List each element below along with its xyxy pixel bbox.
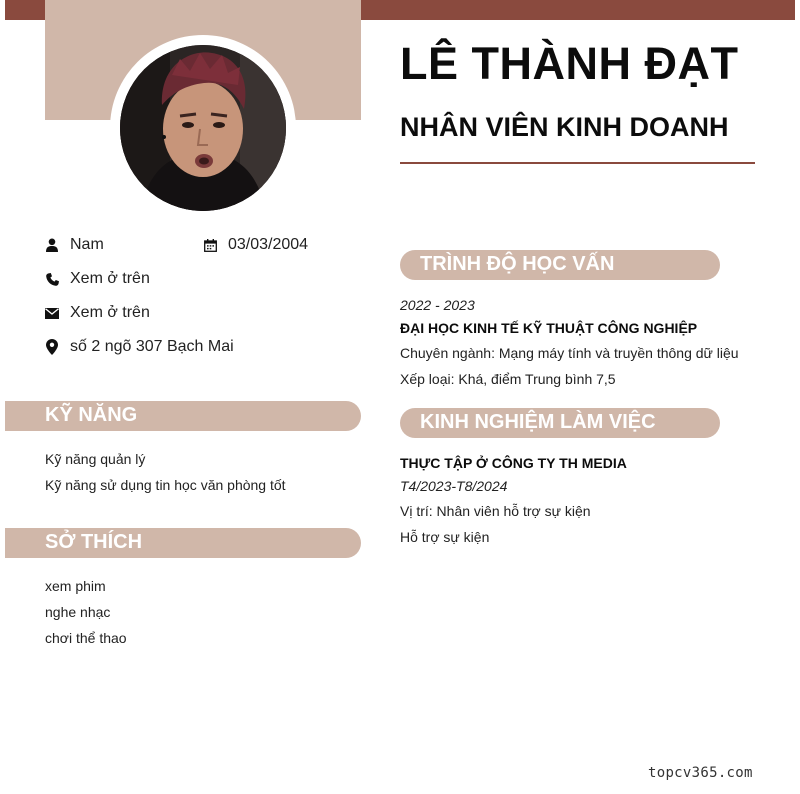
address-row — [45, 338, 234, 356]
hobbies-list — [45, 573, 127, 651]
gender-row — [45, 236, 104, 254]
job-title: NHÂN VIÊN KINH DOANH — [400, 112, 729, 142]
experience-role: Vị trí: Nhân viên hỗ trợ sự kiện — [400, 503, 591, 519]
experience-period: T4/2023-T8/2024 — [400, 478, 508, 494]
education-grade: Xếp loại: Khá, điểm Trung bình 7,5 — [400, 371, 616, 387]
education-section-header — [400, 250, 720, 280]
hobby-item: chơi thể thao — [45, 630, 127, 646]
avatar — [120, 45, 286, 211]
skills-list — [45, 446, 286, 498]
footer-brand: topcv365.com — [648, 765, 753, 781]
phone-row — [45, 270, 150, 288]
education-major: Chuyên ngành: Mạng máy tính và truyền thông dữ liệu — [400, 345, 739, 361]
skills-section-header — [5, 401, 361, 431]
birthday-value: 03/03/2004 — [228, 236, 309, 253]
email-row — [45, 304, 150, 322]
candidate-name: LÊ THÀNH ĐẠT — [400, 38, 739, 89]
email-value: Xem ở trên — [70, 304, 150, 321]
birthday-row — [203, 236, 308, 254]
experience-heading: KINH NGHIỆM LÀM VIỆC — [420, 411, 656, 433]
experience-entry — [400, 452, 627, 550]
education-period: 2022 - 2023 — [400, 297, 475, 313]
phone-icon — [45, 271, 59, 287]
experience-description: Hỗ trợ sự kiện — [400, 529, 490, 545]
hobbies-heading: SỞ THÍCH — [45, 531, 143, 553]
location-pin-icon — [45, 339, 59, 355]
envelope-icon — [45, 305, 59, 321]
hobbies-section-header — [5, 528, 361, 558]
title-divider — [400, 162, 755, 164]
hobby-item: xem phim — [45, 578, 106, 594]
address-value: số 2 ngõ 307 Bạch Mai — [70, 338, 234, 355]
skill-item: Kỹ năng sử dụng tin học văn phòng tốt — [45, 477, 286, 493]
person-icon — [45, 237, 59, 253]
education-entry — [400, 294, 739, 392]
skills-heading: KỸ NĂNG — [45, 404, 138, 426]
calendar-icon — [203, 237, 217, 253]
experience-company: THỰC TẬP Ở CÔNG TY TH MEDIA — [400, 455, 627, 471]
education-school: ĐẠI HỌC KINH TẾ KỸ THUẬT CÔNG NGHIỆP — [400, 320, 698, 336]
hobby-item: nghe nhạc — [45, 604, 111, 620]
skill-item: Kỹ năng quản lý — [45, 451, 146, 467]
education-heading: TRÌNH ĐỘ HỌC VẤN — [420, 253, 615, 275]
experience-section-header — [400, 408, 720, 438]
phone-value: Xem ở trên — [70, 270, 150, 287]
gender-value: Nam — [70, 236, 104, 253]
